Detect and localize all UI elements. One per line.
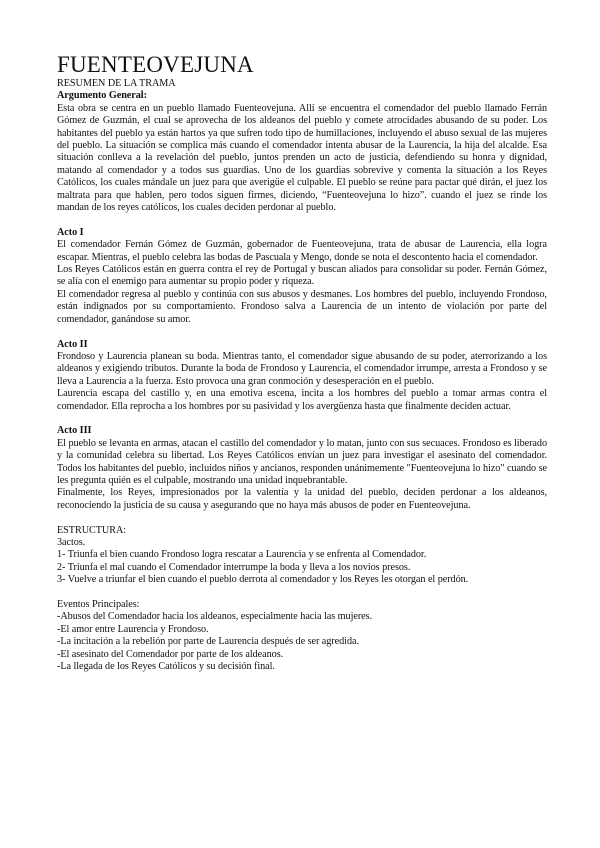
- acto-3-paragraph-2: Finalmente, los Reyes, impresionados por la valentía y la unidad del pueblo, deciden perdonar a los aldeanos, reconociendo la justicia de su causa y asegurando que no haya más abusos de poder en Fuenteovejuna.: [57, 487, 547, 511]
- acto-3-heading: Acto III: [57, 425, 92, 437]
- estructura-count: 3actos.: [57, 536, 86, 548]
- section-acto-3: [57, 425, 547, 512]
- acto-1-paragraph-2: Los Reyes Católicos están en guerra contra el rey de Portugal y buscan aliados para consolidar su poder. Fernán Gómez, se alía con el enemigo para aumentar su propio poder y riqueza.: [57, 264, 547, 288]
- spacer: [57, 413, 547, 425]
- document-title: FUENTEOVEJUNA: [57, 52, 254, 77]
- section-estructura: [57, 525, 547, 587]
- eventos-heading: Eventos Principales:: [57, 598, 140, 610]
- eventos-item: -Abusos del Comendador hacia los aldeanos, especialmente hacia las mujeres.: [57, 611, 373, 623]
- section-argumento: [57, 90, 547, 214]
- spacer: [57, 214, 547, 226]
- eventos-item: -La llegada de los Reyes Católicos y su decisión final.: [57, 661, 275, 673]
- estructura-item: 1- Triunfa el bien cuando Frondoso logra rescatar a Laurencia y se enfrenta al Comendador.: [57, 549, 427, 561]
- eventos-item: -El amor entre Laurencia y Frondoso.: [57, 623, 209, 635]
- spacer: [57, 512, 547, 524]
- spacer: [57, 587, 547, 599]
- acto-3-paragraph-1: El pueblo se levanta en armas, atacan el castillo del comendador y lo matan, junto con sus secuaces. Frondoso es liberado y la comunidad celebra su libertad. Los Reyes Católicos envían un juez para investigar el asesinato del comendador. Todos los habitantes del pueblo, incluidos niños y ancianos, responden unánimemente "Fuenteovejuna lo hizo" cuando se les pregunta quién es el culpable, mostrando una unidad inquebrantable.: [57, 437, 547, 486]
- estructura-heading: ESTRUCTURA:: [57, 524, 127, 536]
- section-acto-2: [57, 339, 547, 413]
- acto-2-heading: Acto II: [57, 338, 88, 350]
- acto-1-heading: Acto I: [57, 226, 84, 238]
- estructura-item: 2- Triunfa el mal cuando el Comendador interrumpe la boda y lleva a los novios presos.: [57, 561, 411, 573]
- section-eventos: [57, 599, 547, 673]
- eventos-item: -La incitación a la rebelión por parte de Laurencia después de ser agredida.: [57, 636, 359, 648]
- document-page: [57, 52, 547, 673]
- acto-2-paragraph-1: Frondoso y Laurencia planean su boda. Mientras tanto, el comendador sigue abusando de su poder, aterrorizando a los aldeanos y exigiendo tributos. Durante la boda de Frondoso y Laurencia, el comendador irrumpe, arresta a Frondoso y se lleva a Laurencia a la fuerza. Esto provoca una gran conmoción y desesperación en el pueblo.: [57, 350, 547, 387]
- spacer: [57, 326, 547, 338]
- eventos-item: -El asesinato del Comendador por parte de los aldeanos.: [57, 648, 284, 660]
- acto-1-paragraph-1: El comendador Fernán Gómez de Guzmán, gobernador de Fuenteovejuna, trata de abusar de Laurencia, ella logra escapar. Mientras, el pueblo celebra las bodas de Pascuala y Mengo, donde se nota el descontento hacia el comendador.: [57, 239, 547, 263]
- document-subtitle: RESUMEN DE LA TRAMA: [57, 78, 176, 89]
- estructura-item: 3- Vuelve a triunfar el bien cuando el pueblo derrota al comendador y los Reyes les otorgan el perdón.: [57, 574, 469, 586]
- section-acto-1: [57, 227, 547, 326]
- argumento-text: Esta obra se centra en un pueblo llamado Fuenteovejuna. Allí se encuentra el comendador del pueblo llamado Ferrán Gómez de Guzmán, el cual se aprovecha de los aldeanos del pueblo y comete atrocidades abusando de su poder. Los habitantes del pueblo ya están hartos ya que sufren todo tipo de humillaciones, incluyendo el abuso sexual de las mujeres del pueblo. La situación se complica más cuando el comendador intenta abusar de la Laurencia, la hija del alcalde. Esa situación conlleva a la revelación del pueblo, juntos prenden un acto de justicia, defendiendo su honra y dignidad, matando al comendador y a todos sus guardias. Uno de los guardias sobrevive y comenta la situación a los Reyes Católicos, los cuales mándale un juez para que averigüe el culpable. El pueblo se reúne para pactar qué dirán, el juez los maltrata para que hablen, pero todos siguen firmes, diciendo, “Fuenteovejuna lo hizo”. cuando el juez se rinde los mandan de los reyes católicos, los cuales deciden perdonar al pueblo.: [57, 102, 547, 214]
- acto-1-paragraph-3: El comendador regresa al pueblo y continúa con sus abusos y desmanes. Los hombres del pueblo, incluyendo Frondoso, están indignados por su comportamiento. Frondoso salva a Laurencia de un intento de violación por parte del comendador, ganándose su amor.: [57, 288, 547, 325]
- acto-2-paragraph-2: Laurencia escapa del castillo y, en una emotiva escena, incita a los hombres del pueblo a tomar armas contra el comendador. Ella reprocha a los hombres por su pasividad y los avergüenza hasta que finalmente deciden actuar.: [57, 388, 547, 412]
- argumento-heading: Argumento General:: [57, 90, 147, 102]
